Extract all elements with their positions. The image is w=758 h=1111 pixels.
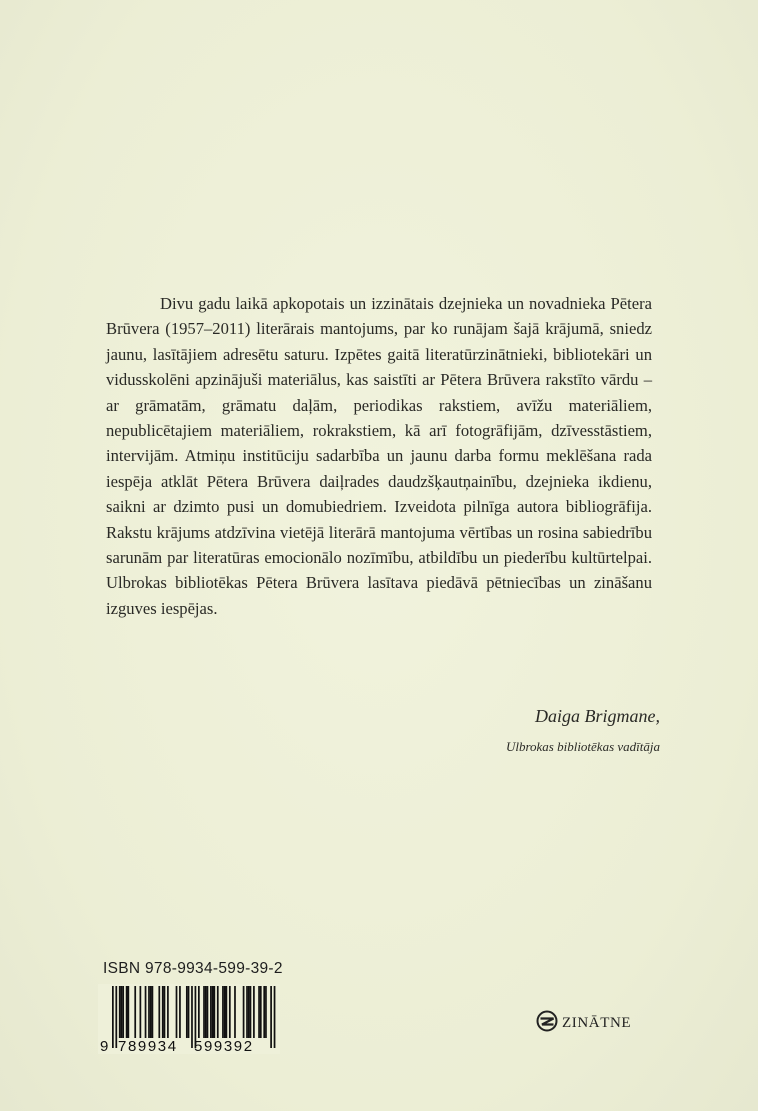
barcode-bar (179, 986, 181, 1038)
barcode-bar (263, 986, 265, 1038)
barcode-bar (270, 986, 272, 1048)
barcode-digits-left-group: 789934 (118, 1038, 178, 1054)
barcode-bar (222, 986, 224, 1038)
blurb-text-block (106, 291, 652, 621)
barcode-bar (186, 986, 188, 1038)
barcode-bar (152, 986, 154, 1038)
barcode-bar (265, 986, 267, 1038)
barcode-bar (127, 986, 129, 1038)
barcode-bar (226, 986, 228, 1038)
signature-name: Daiga Brigmane, (535, 706, 660, 726)
barcode-bar (134, 986, 136, 1038)
barcode-digit-first: 9 (100, 1038, 109, 1054)
barcode-bar (243, 986, 245, 1038)
barcode-bar (164, 986, 166, 1038)
barcode-bar (260, 986, 262, 1038)
barcode-bar (145, 986, 147, 1038)
barcode-bar (250, 986, 252, 1038)
barcode-bar (253, 986, 255, 1038)
barcode-digits-right-group: 599392 (194, 1038, 254, 1054)
barcode-bar (119, 986, 121, 1038)
barcode-bar (203, 986, 205, 1038)
barcode-bar (188, 986, 190, 1038)
barcode-bar (150, 986, 152, 1038)
barcode-bar (212, 986, 214, 1038)
barcode-bar (191, 986, 193, 1048)
barcode-bar (210, 986, 212, 1038)
barcode-bar (167, 986, 169, 1038)
barcode-bar (121, 986, 123, 1038)
barcode-graphic (98, 984, 280, 1054)
barcode-bar (126, 986, 128, 1038)
barcode-bar (213, 986, 215, 1038)
barcode-bar (258, 986, 260, 1038)
barcode-bar (115, 986, 117, 1048)
blurb-paragraph: Divu gadu laikā apkopotais un izzinātais dzejnieka un novadnieka Pētera Brūvera (1957–2011) literārais mantojums, par ko runājam šajā krājumā, sniedz jaunu, lasītājiem adresētu saturu. Izpētes gaitā literatūrzinātnieki, bibliotekāri un vidusskolēni apzinājuši materiālus, kas saistīti ar Pētera Brūvera rakstīto vārdu – ar grāmatām, grāmatu daļām, periodikas rakstiem, avīžu materiāliem, nepublicētajiem materiāliem, rokrakstiem, kā arī fotogrāfijām, dzīvesstāstiem, intervijām. Atmiņu institūciju sadarbība un jaunu darba formu meklēšana rada iespēja atklāt Pētera Brūvera daiļrades daudzšķautņainību, dzejnieka ikdienu, saikni ar dzimto pusi un domubiedriem. Izveidota pilnīga autora bibliogrāfija. Rakstu krājums atdzīvina vietējā literārā mantojuma vērtības un rosina sabiedrību sarunām par literatūras emocionālo nozīmību, atbildību un piederību kultūrtelpai. Ulbrokas bibliotēkas Pētera Brūvera lasītava piedāvā pētniecības un zināšanu izguves iespējas. (106, 294, 652, 618)
barcode-bar (198, 986, 200, 1038)
barcode-bar (112, 986, 114, 1048)
barcode-bar (224, 986, 226, 1038)
barcode-bar (248, 986, 250, 1038)
signature-block (506, 704, 660, 756)
barcode-bar (229, 986, 231, 1038)
barcode-bar (217, 986, 219, 1038)
zinatne-logo-icon (536, 1010, 558, 1037)
barcode-bar (274, 986, 276, 1048)
signature-role: Ulbrokas bibliotēkas vadītāja (505, 739, 660, 754)
isbn-label: ISBN 978-9934-599-39-2 (103, 960, 283, 977)
barcode-bar (246, 986, 248, 1038)
barcode-bar (140, 986, 142, 1038)
barcode-bar (162, 986, 164, 1038)
barcode-bar (234, 986, 236, 1038)
barcode-bar (207, 986, 209, 1038)
barcode-bar (158, 986, 160, 1038)
isbn-barcode (98, 984, 280, 1054)
publisher-name: ZINĀTNE (562, 1015, 632, 1031)
barcode-bar (148, 986, 150, 1038)
barcode-bar (176, 986, 178, 1038)
barcode-bar (205, 986, 207, 1038)
barcode-bar (122, 986, 124, 1038)
publisher-mark (536, 1010, 631, 1037)
